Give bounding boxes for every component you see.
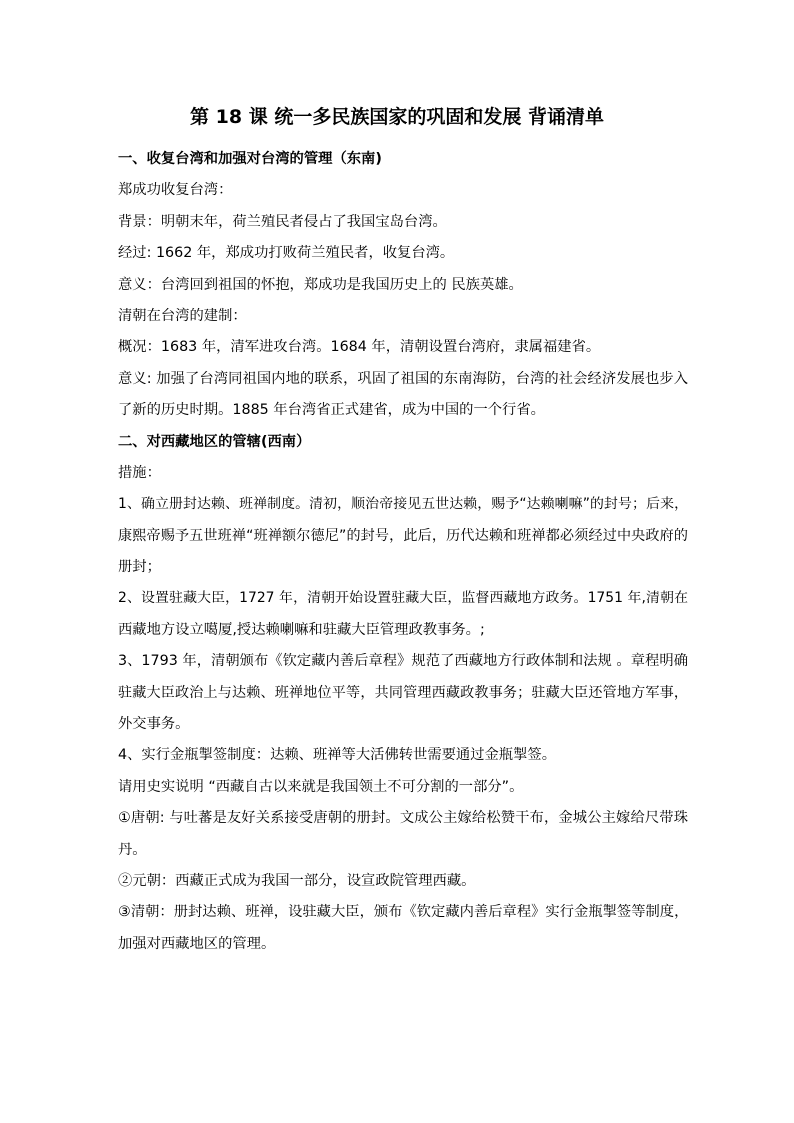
measures-label: 措施： xyxy=(118,464,161,481)
measure1-line-c: 册封； xyxy=(118,559,161,576)
document-body xyxy=(118,144,688,960)
significance-line-2b: 了新的历史时期。1885 年台湾省正式建省，成为中国的一个行省。 xyxy=(118,402,545,419)
tang-line-b: 丹。 xyxy=(118,841,147,858)
zhengchenggong-subtitle: 郑成功收复台湾： xyxy=(118,182,233,199)
significance-line-1: 意义：台湾回到祖国的怀抱，郑成功是我国历史上的 民族英雄。 xyxy=(118,276,523,293)
overview-line: 概况：1683 年，清军进攻台湾。1684 年，清朝设置台湾府，隶属福建省。 xyxy=(118,339,601,356)
measure3-line-c: 外交事务。 xyxy=(118,716,190,733)
page-title: 第 18 课 统一多民族国家的巩固和发展 背诵清单 xyxy=(190,106,604,128)
measure2-line-b: 西藏地方设立噶厦,授达赖喇嘛和驻藏大臣管理政教事务。; xyxy=(118,621,485,638)
measure3-line-b: 驻藏大臣政治上与达赖、班禅地位平等，共同管理西藏政教事务；驻藏大臣还管地方军事， xyxy=(118,684,688,701)
section2-heading: 二、对西藏地区的管辖(西南） xyxy=(118,433,311,450)
significance-line-2a: 意义: 加强了台湾同祖国内地的联系，巩固了祖国的东南海防，台湾的社会经济发展也步入 xyxy=(118,370,688,387)
qing-line-a: ③清朝：册封达赖、班禅，设驻藏大臣，颁布《钦定藏内善后章程》实行金瓶掣签等制度， xyxy=(118,904,689,921)
question-line: 请用史实说明 “西藏自古以来就是我国领土不可分割的一部分”。 xyxy=(118,778,524,795)
measure1-line-a: 1、确立册封达赖、班禅制度。清初，顺治帝接见五世达赖，赐予“达赖喇嘛”的封号；后来， xyxy=(118,496,688,513)
measure1-line-b: 康熙帝赐予五世班禅“班禅额尔德尼”的封号，此后，历代达赖和班禅都必须经过中央政府的 xyxy=(118,527,688,544)
qing-taiwan-subtitle: 清朝在台湾的建制： xyxy=(118,307,247,324)
measure4-line: 4、实行金瓶掣签制度：达赖、班禅等大活佛转世需要通过金瓶掣签。 xyxy=(118,747,556,764)
process-line: 经过: 1662 年，郑成功打败荷兰殖民者，收复台湾。 xyxy=(118,245,455,262)
tang-line-a: ①唐朝: 与吐蕃是友好关系接受唐朝的册封。文成公主嫁给松赞干布，金城公主嫁给尺带珠 xyxy=(118,810,688,827)
background-line: 背景：明朝末年，荷兰殖民者侵占了我国宝岛台湾。 xyxy=(118,213,447,230)
qing-line-b: 加强对西藏地区的管理。 xyxy=(118,935,276,952)
measure2-line-a: 2、设置驻藏大臣，1727 年，清朝开始设置驻藏大臣，监督西藏地方政务。1751 年,清朝在 xyxy=(118,590,688,607)
measure3-line-a: 3、1793 年，清朝颁布《钦定藏内善后章程》规范了西藏地方行政体制和法规 。章程明确 xyxy=(118,653,688,670)
yuan-line: ②元朝：西藏正式成为我国一部分，设宣政院管理西藏。 xyxy=(118,872,476,889)
section1-heading: 一、收复台湾和加强对台湾的管理（东南) xyxy=(118,151,382,167)
